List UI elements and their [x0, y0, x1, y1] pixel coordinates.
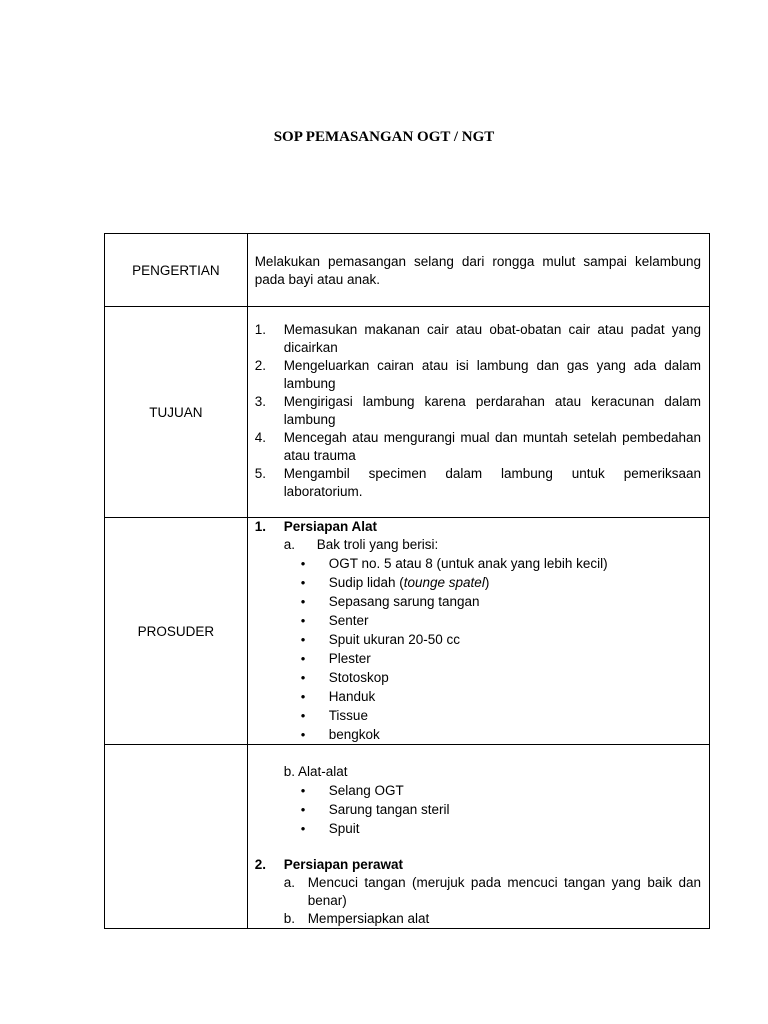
label-prosuder: PROSUDER	[105, 518, 248, 745]
list-item: • Sudip lidah (tounge spatel)	[300, 575, 490, 590]
row-prosuder	[105, 518, 710, 745]
tujuan-item: 5. Mengambil specimen dalam lambung untuk pemeriksaan laboratorium.	[254, 466, 701, 499]
section-persiapan-perawat: 2. Persiapan perawat	[254, 857, 403, 872]
sub-item-alat-alat: b. Alat-alat	[283, 764, 348, 779]
content-prosuder-continued	[247, 745, 709, 929]
list-item: • Senter	[300, 613, 369, 628]
content-prosuder	[247, 518, 709, 745]
list-item: • OGT no. 5 atau 8 (untuk anak yang lebih kecil)	[300, 556, 608, 571]
list-item: • Spuit	[300, 821, 360, 836]
sop-table	[104, 233, 710, 929]
list-item: • Selang OGT	[300, 783, 404, 798]
tujuan-item: 1. Memasukan makanan cair atau obat-obatan cair atau padat yang dicairkan	[254, 322, 701, 355]
list-item: • Plester	[300, 651, 371, 666]
label-pengertian: PENGERTIAN	[105, 234, 248, 307]
content-tujuan	[247, 307, 709, 518]
list-item: • Spuit ukuran 20-50 cc	[300, 632, 461, 647]
list-item: • Handuk	[300, 689, 376, 704]
pengertian-text: Melakukan pemasangan selang dari rongga mulut sampai kelambung pada bayi atau anak.	[254, 254, 701, 287]
sub-item: a. Mencuci tangan (merujuk pada mencuci tangan yang baik dan benar)	[283, 875, 701, 908]
row-pengertian	[105, 234, 710, 307]
list-item: • Sepasang sarung tangan	[300, 594, 480, 609]
list-item: • Stotoskop	[300, 670, 389, 685]
list-item: • Sarung tangan steril	[300, 802, 450, 817]
list-item: • bengkok	[300, 727, 380, 742]
sub-item-bak-troli: a. Bak troli yang berisi:	[283, 537, 439, 552]
row-prosuder-continued	[105, 745, 710, 929]
row-tujuan	[105, 307, 710, 518]
tujuan-item: 4. Mencegah atau mengurangi mual dan muntah setelah pembedahan atau trauma	[254, 430, 701, 463]
content-pengertian	[247, 234, 709, 307]
label-empty	[105, 745, 248, 929]
tujuan-item: 3. Mengirigasi lambung karena perdarahan atau keracunan dalam lambung	[254, 394, 701, 427]
list-item: • Tissue	[300, 708, 368, 723]
sub-item: b. Mempersiapkan alat	[283, 911, 430, 926]
document-title: SOP PEMASANGAN OGT / NGT	[273, 129, 495, 145]
label-tujuan: TUJUAN	[105, 307, 248, 518]
tujuan-item: 2. Mengeluarkan cairan atau isi lambung dan gas yang ada dalam lambung	[254, 358, 701, 391]
section-persiapan-alat: 1. Persiapan Alat	[254, 519, 377, 534]
